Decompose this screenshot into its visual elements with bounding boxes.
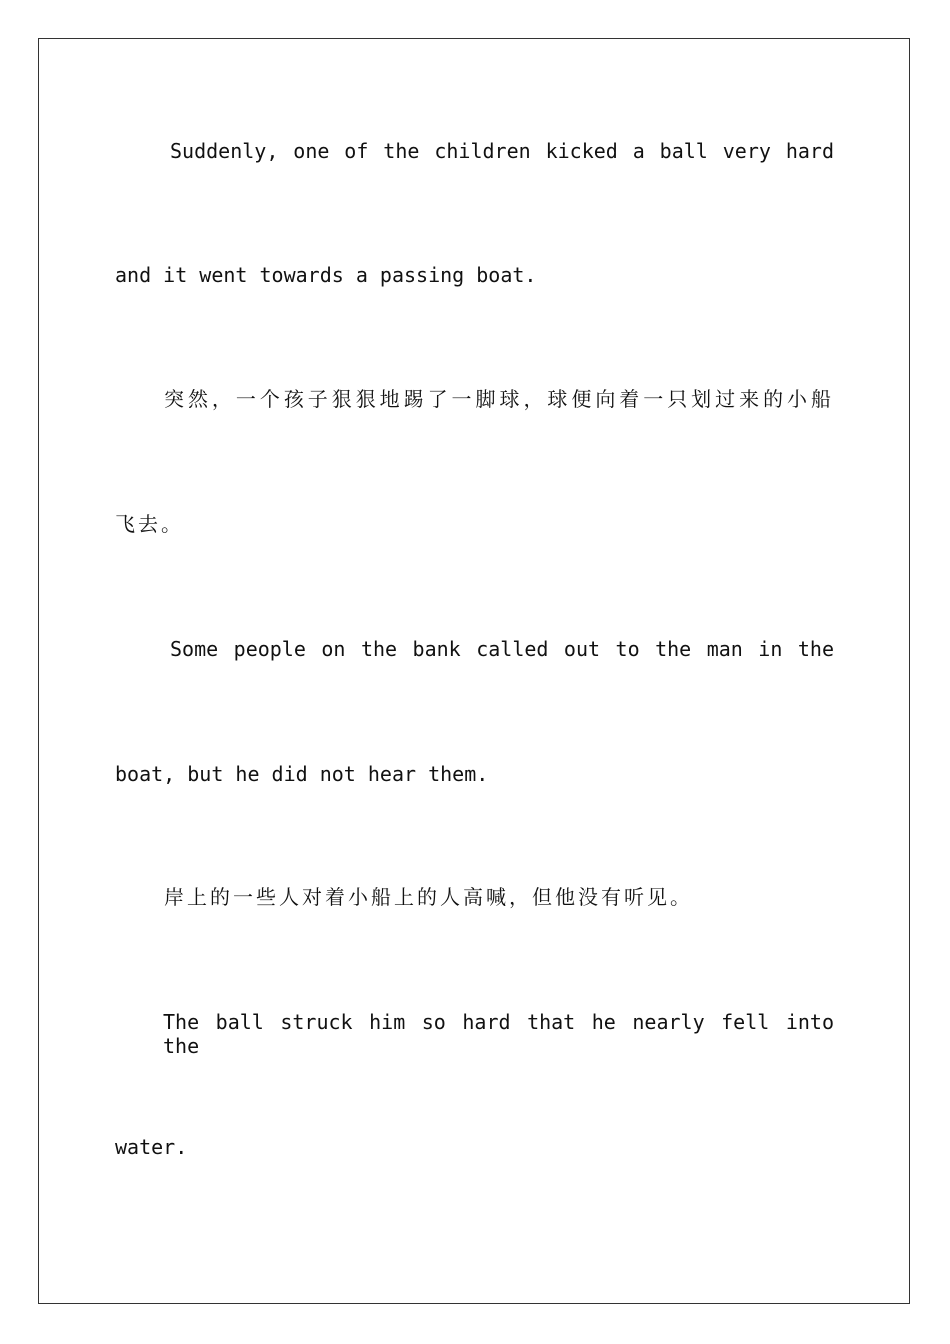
paragraph-5-line-2: water.: [115, 1135, 188, 1159]
paragraph-3-line-2: boat, but he did not hear them.: [115, 762, 489, 786]
paragraph-4-line-1: 岸上的一些人对着小船上的人高喊，但他没有听见。: [164, 885, 693, 909]
paragraph-5-line-1: The ball struck him so hard that he nearly fell into the: [163, 1010, 834, 1058]
paragraph-1-line-1: Suddenly, one of the children kicked a ball very hard: [170, 139, 834, 163]
paragraph-2-line-1: 突然，一个孩子狠狠地踢了一脚球，球便向着一只划过来的小船: [164, 387, 834, 411]
page-border: [38, 38, 910, 1304]
paragraph-3-line-1: Some people on the bank called out to the man in the: [170, 637, 834, 661]
paragraph-2-line-2: 飞去。: [115, 512, 184, 536]
paragraph-1-line-2: and it went towards a passing boat.: [115, 263, 537, 287]
